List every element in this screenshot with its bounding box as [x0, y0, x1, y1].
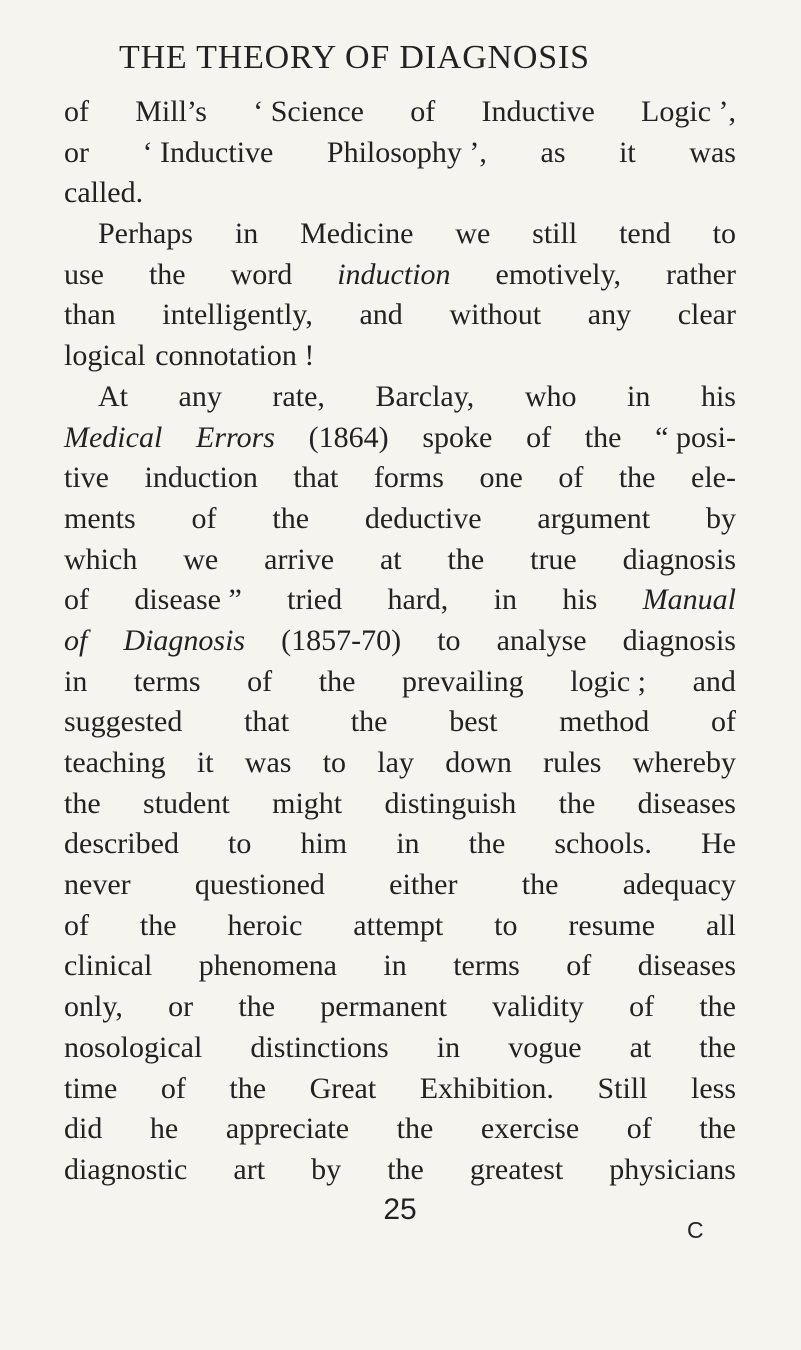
page-number: 25: [383, 1193, 417, 1226]
text-line: or ‘ Inductive Philosophy ’, as it was: [64, 135, 736, 169]
signature-mark: C: [687, 1217, 704, 1243]
text-line: of Diagnosis (1857-70) to analyse diagnosis: [64, 623, 736, 657]
text-line: described to him in the schools. He: [64, 827, 736, 861]
text-line: than intelligently, and without any clear: [64, 298, 736, 332]
text-line: did he appreciate the exercise of the: [64, 1112, 736, 1146]
text-line: called.: [64, 176, 144, 210]
text-line: suggested that the best method of: [64, 705, 736, 739]
text-line: the student might distinguish the diseases: [64, 786, 736, 820]
text-line: nosological distinctions in vogue at the: [64, 1030, 736, 1064]
text-line: of the heroic attempt to resume all: [64, 908, 736, 942]
text-line: Perhaps in Medicine we still tend to: [98, 217, 736, 251]
text-line: of disease ” tried hard, in his Manual: [64, 583, 736, 617]
text-line: in terms of the prevailing logic ; and: [64, 664, 736, 698]
text-line: of Mill’s ‘ Science of Inductive Logic ’,: [64, 95, 736, 128]
text-line: never questioned either the adequacy: [64, 868, 736, 902]
text-line: use the word induction emotively, rather: [64, 257, 736, 291]
text-line: Medical Errors (1864) spoke of the “ posi-: [64, 420, 736, 454]
text-line: time of the Great Exhibition. Still less: [64, 1071, 736, 1105]
text-line: only, or the permanent validity of the: [64, 990, 736, 1024]
text-line: ments of the deductive argument by: [64, 501, 736, 535]
text-line: diagnostic art by the greatest physicians: [64, 1152, 736, 1186]
text-line: At any rate, Barclay, who in his: [98, 379, 736, 413]
text-line: teaching it was to lay down rules whereby: [64, 746, 736, 779]
text-line: clinical phenomena in terms of diseases: [64, 949, 736, 983]
text-line: tive induction that forms one of the ele-: [64, 461, 736, 495]
text-line: which we arrive at the true diagnosis: [64, 542, 736, 576]
body-text: [64, 92, 736, 1191]
running-head: THE THEORY OF DIAGNOSIS: [119, 39, 590, 76]
text-line: logical connotation !: [64, 339, 315, 373]
